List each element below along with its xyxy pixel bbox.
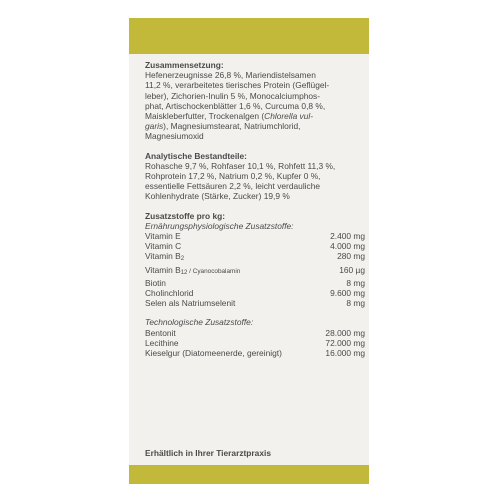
additive-name: Vitamin B	[145, 264, 181, 275]
additive-note: / Cyanocobalamin	[187, 267, 241, 275]
additives-section	[145, 211, 365, 359]
composition-line: phat, Artischockenblätter 1,6 %, Curcuma 0,8 %,	[145, 100, 326, 111]
technological-heading: Technologische Zusatzstoffe:	[145, 317, 254, 328]
additive-row	[145, 278, 365, 288]
composition-line	[145, 111, 365, 121]
additive-value: 4.000 mg	[330, 241, 365, 252]
nutritional-heading: Ernährungsphysiologische Zusatzstoffe:	[145, 220, 294, 231]
additive-name: Vitamin E	[145, 231, 181, 242]
additives-heading: Zusatzstoffe pro kg:	[145, 210, 226, 221]
additive-name-group	[145, 265, 240, 278]
additive-row	[145, 348, 365, 358]
composition-line: Hefenerzeugnisse 26,8 %, Mariendistelsamen	[145, 70, 316, 81]
additive-row	[145, 231, 365, 241]
composition-line: leber), Zichorien-Inulin 5 %, Monocalciumphos-	[145, 90, 321, 101]
composition-text: Maiskleberfutter, Trockenalgen (	[145, 111, 265, 122]
additive-name: Cholinchlorid	[145, 288, 194, 299]
additive-value: 280 mg	[337, 251, 365, 262]
additive-value: 8 mg	[346, 298, 365, 309]
composition-text: ), Magnesiumstearat, Natriumchlorid,	[163, 121, 301, 132]
availability-note: Erhältlich in Ihrer Tierarztpraxis	[145, 448, 271, 458]
additive-name: Kieselgur (Diatomeenerde, gereinigt)	[145, 348, 282, 359]
analytical-heading: Analytische Bestandteile:	[145, 150, 247, 161]
additive-value: 28.000 mg	[325, 327, 365, 338]
additive-row	[145, 241, 365, 251]
additive-row	[145, 298, 365, 308]
composition-line: Magnesiumoxid	[145, 131, 204, 142]
additive-row	[145, 251, 365, 264]
analytical-line: Rohprotein 17,2 %, Natrium 0,2 %, Kupfer 0 %,	[145, 171, 321, 182]
additive-name: Selen als Natriumselenit	[145, 298, 236, 309]
additive-name: Biotin	[145, 277, 166, 288]
top-color-band	[129, 18, 369, 54]
additive-value: 72.000 mg	[325, 337, 365, 348]
composition-heading: Zusammensetzung:	[145, 60, 224, 70]
additive-name: Bentonit	[145, 327, 176, 338]
bottom-color-band	[129, 465, 369, 484]
additive-value: 9.600 mg	[330, 288, 365, 299]
additive-value: 8 mg	[346, 277, 365, 288]
additive-value: 2.400 mg	[330, 231, 365, 242]
additive-name: Vitamin C	[145, 241, 182, 252]
analytical-line: Rohasche 9,7 %, Rohfaser 10,1 %, Rohfett 11,3 %,	[145, 160, 336, 171]
composition-line: 11,2 %, verarbeitetes tierisches Protein (Geflügel-	[145, 80, 330, 91]
additive-name: Vitamin B	[145, 251, 181, 262]
package-label	[129, 18, 369, 484]
composition-section	[145, 60, 365, 142]
additive-name-group	[145, 251, 184, 264]
additive-value: 160 µg	[339, 264, 365, 275]
analytical-section	[145, 151, 365, 202]
additive-name: Lecithine	[145, 337, 179, 348]
additive-row	[145, 338, 365, 348]
label-text	[145, 60, 365, 358]
additive-value: 16.000 mg	[325, 348, 365, 359]
subscript: 12	[180, 269, 188, 276]
spacer	[145, 308, 365, 317]
species-name: garis	[145, 121, 164, 132]
subscript: 2	[180, 256, 185, 263]
additive-row	[145, 265, 365, 278]
species-name: Chlorella vul-	[264, 111, 314, 122]
analytical-line: Kohlenhydrate (Stärke, Zucker) 19,9 %	[145, 191, 290, 202]
composition-line	[145, 121, 365, 131]
analytical-line: essentielle Fettsäuren 2,2 %, leicht verdauliche	[145, 181, 321, 192]
additive-row	[145, 288, 365, 298]
additive-row	[145, 328, 365, 338]
